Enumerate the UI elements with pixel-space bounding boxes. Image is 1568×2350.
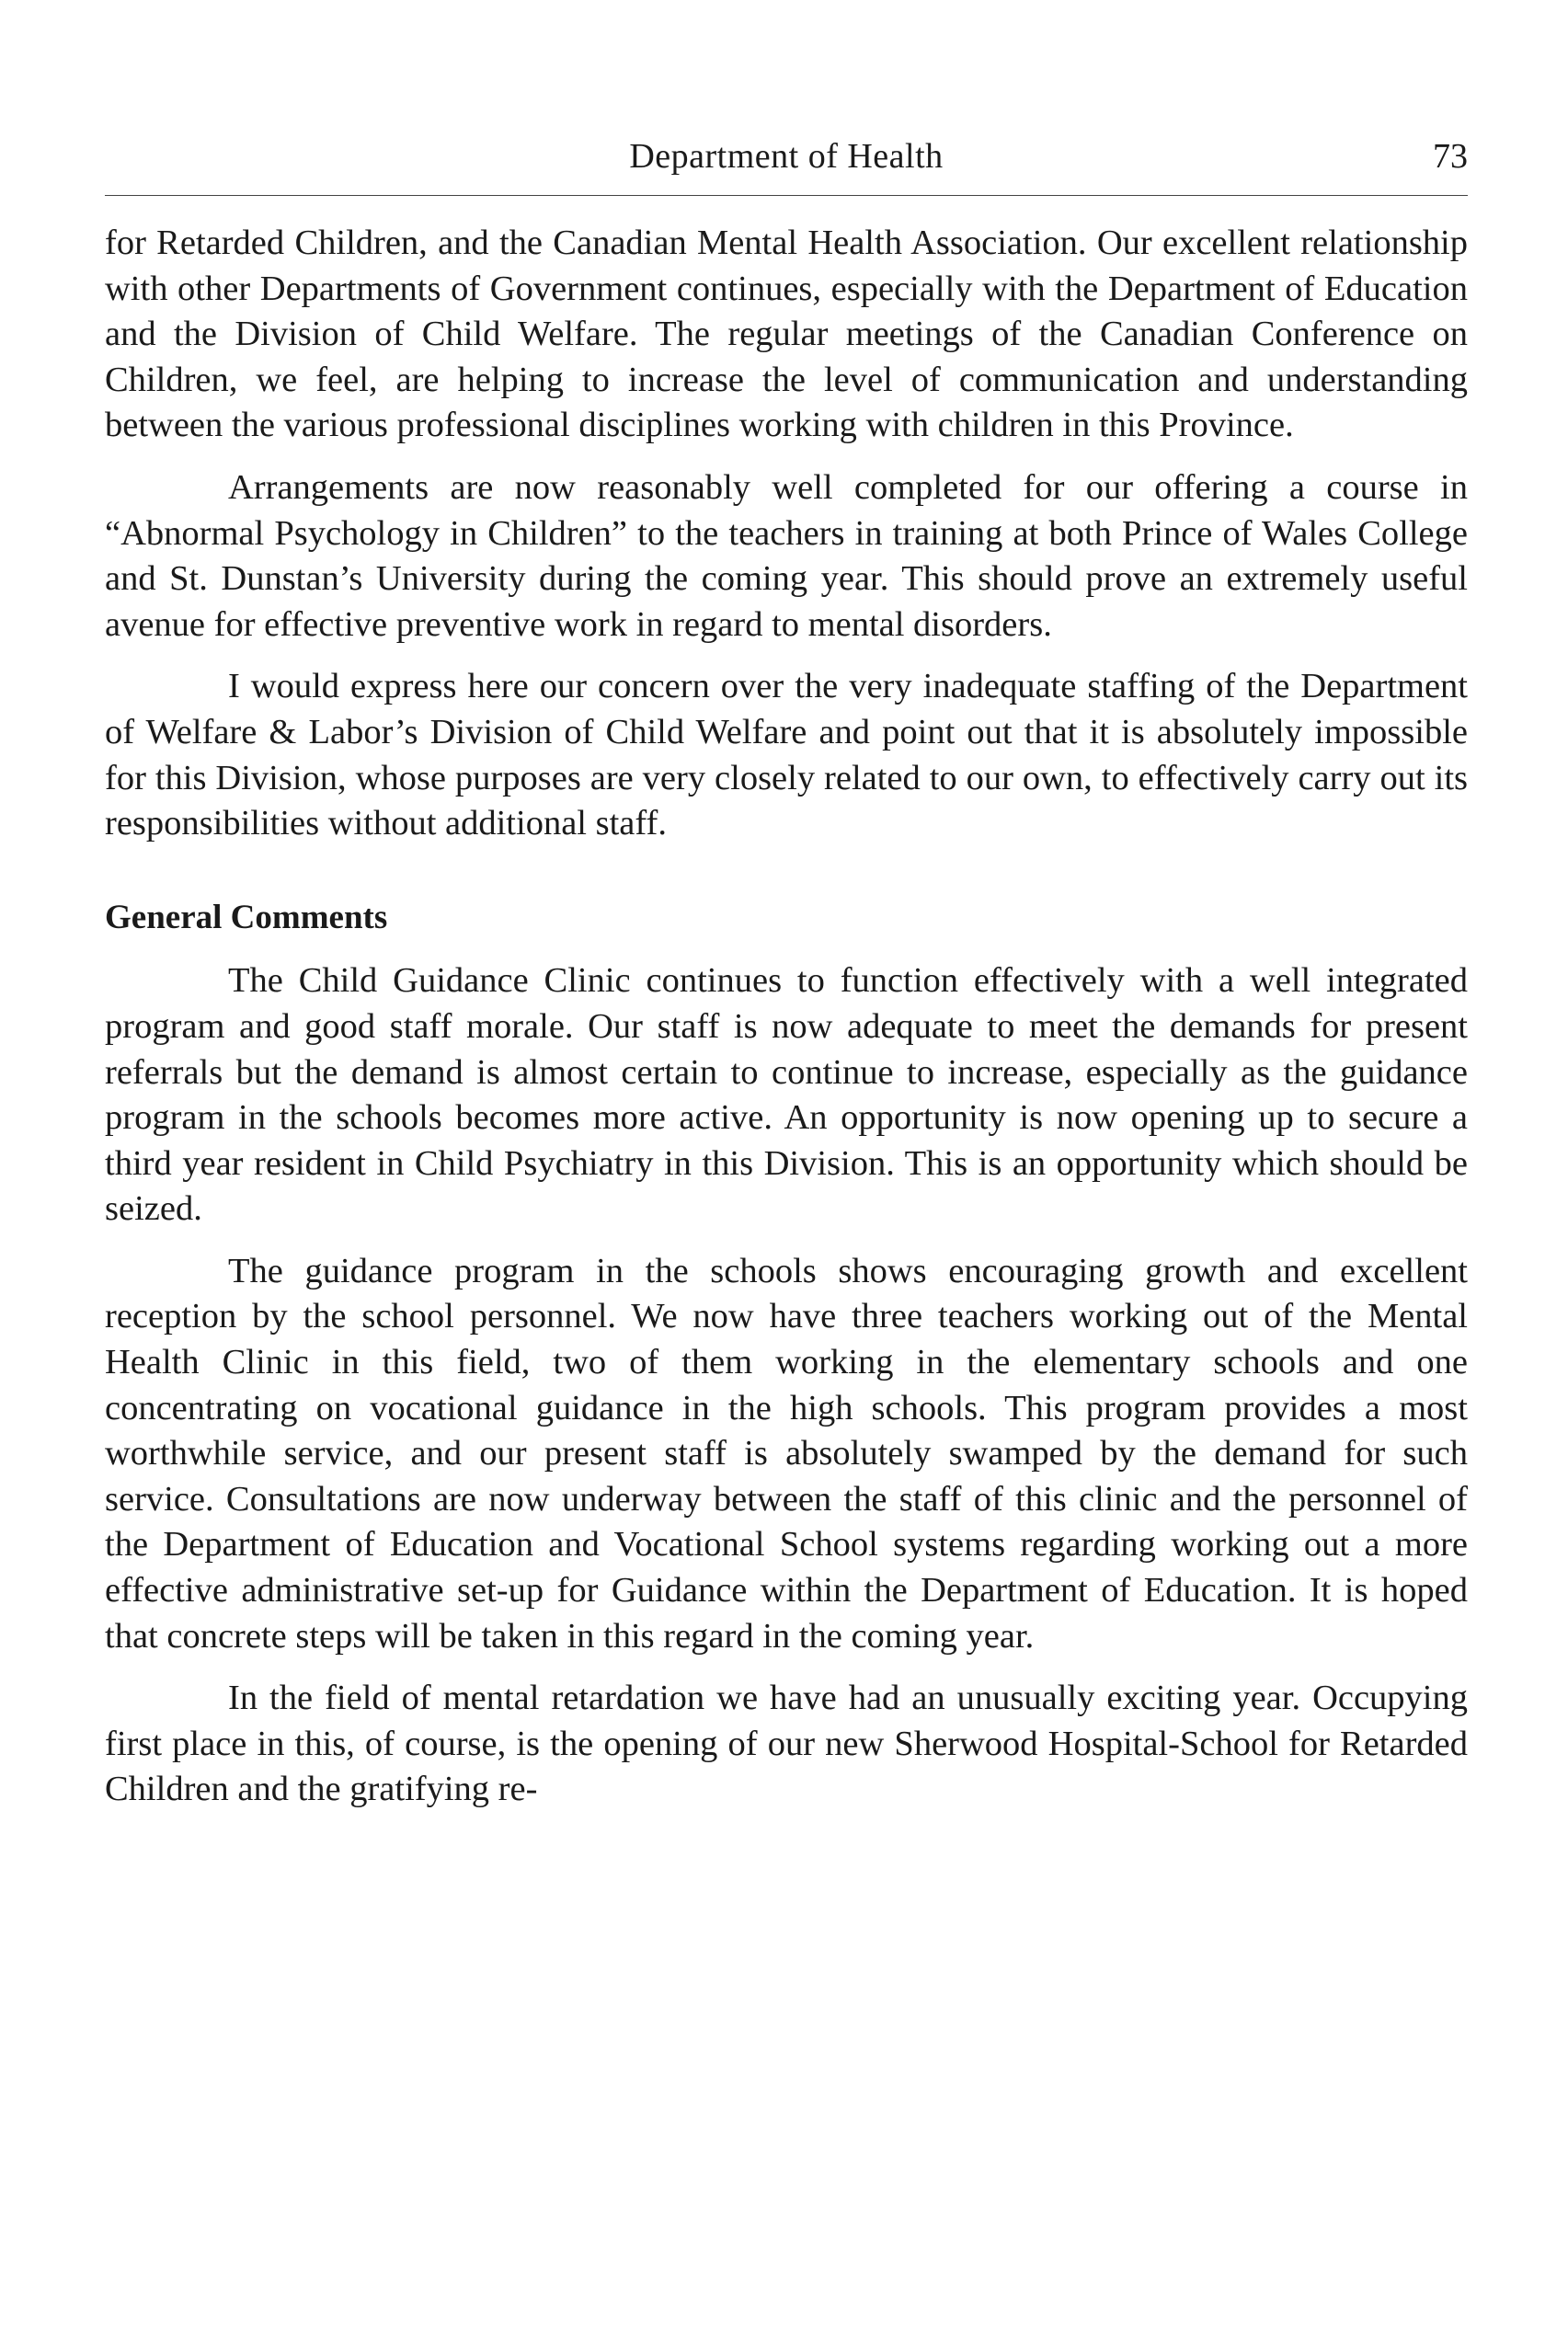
paragraph-child-guidance-clinic: The Child Guidance Clinic continues to function effectively with a well integrated program and good staff morale. Our staff is now adequate to meet the demands for present referrals but the demand is almost certain to continue to increase, especially as the guidance program in the schools becomes more active. An opportunity is now opening up to secure a third year resident in Child Psychiatry in this Division. This is an opportunity which should be seized. <box>105 961 1468 1229</box>
page-header <box>105 136 1468 191</box>
paragraph-mental-retardation: In the field of mental retardation we have had an unusually exciting year. Occupying first place in this, of course, is the opening of our new Sherwood Hospital-School for Retarded Children and the gratifying re- <box>105 1679 1468 1809</box>
paragraph-continued: for Retarded Children, and the Canadian Mental Health Association. Our excellent relationship with other Departments of Government continues, especially with the Department of Education and the Division of Child Welfare. The regular meetings of the Canadian Conference on Children, we feel, are helping to increase the level of communication and understanding between the various professional disciplines working with children in this Province. <box>105 224 1468 445</box>
body-text <box>105 221 1468 1829</box>
paragraph-child-welfare-staffing: I would express here our concern over the very inadequate staffing of the Department of Welfare & Labor’s Division of Child Welfare and point out that it is absolutely impossible for this Division, whose purposes are very closely related to our own, to effectively carry out its responsibilities without additional staff. <box>105 667 1468 843</box>
header-rule <box>105 195 1468 196</box>
section-heading: General Comments <box>105 898 388 936</box>
paragraph-guidance-program: The guidance program in the schools shows encouraging growth and excellent reception by the school personnel. We now have three teachers working out of the Mental Health Clinic in this field, two of them working in the elementary schools and one concentrating on vocational guidance in the high schools. This program provides a most worthwhile service, and our present staff is absolutely swamped by the demand for such service. Consultations are now underway between the staff of this clinic and the personnel of the Department of Education and Vocational School systems regarding working out a more effective administrative set-up for Guidance within the Department of Education. It is hoped that concrete steps will be taken in this regard in the coming year. <box>105 1251 1468 1656</box>
paragraph-abnormal-psychology-course: Arrangements are now reasonably well completed for our offering a course in “Abnormal Psychology in Children” to the teachers in training at both Prince of Wales College and St. Dunstan’s University during the coming year. This should prove an extremely useful avenue for effective preventive work in regard to mental disorders. <box>105 467 1468 644</box>
running-head-title: Department of Health <box>629 137 944 176</box>
page-number: 73 <box>1433 137 1468 176</box>
